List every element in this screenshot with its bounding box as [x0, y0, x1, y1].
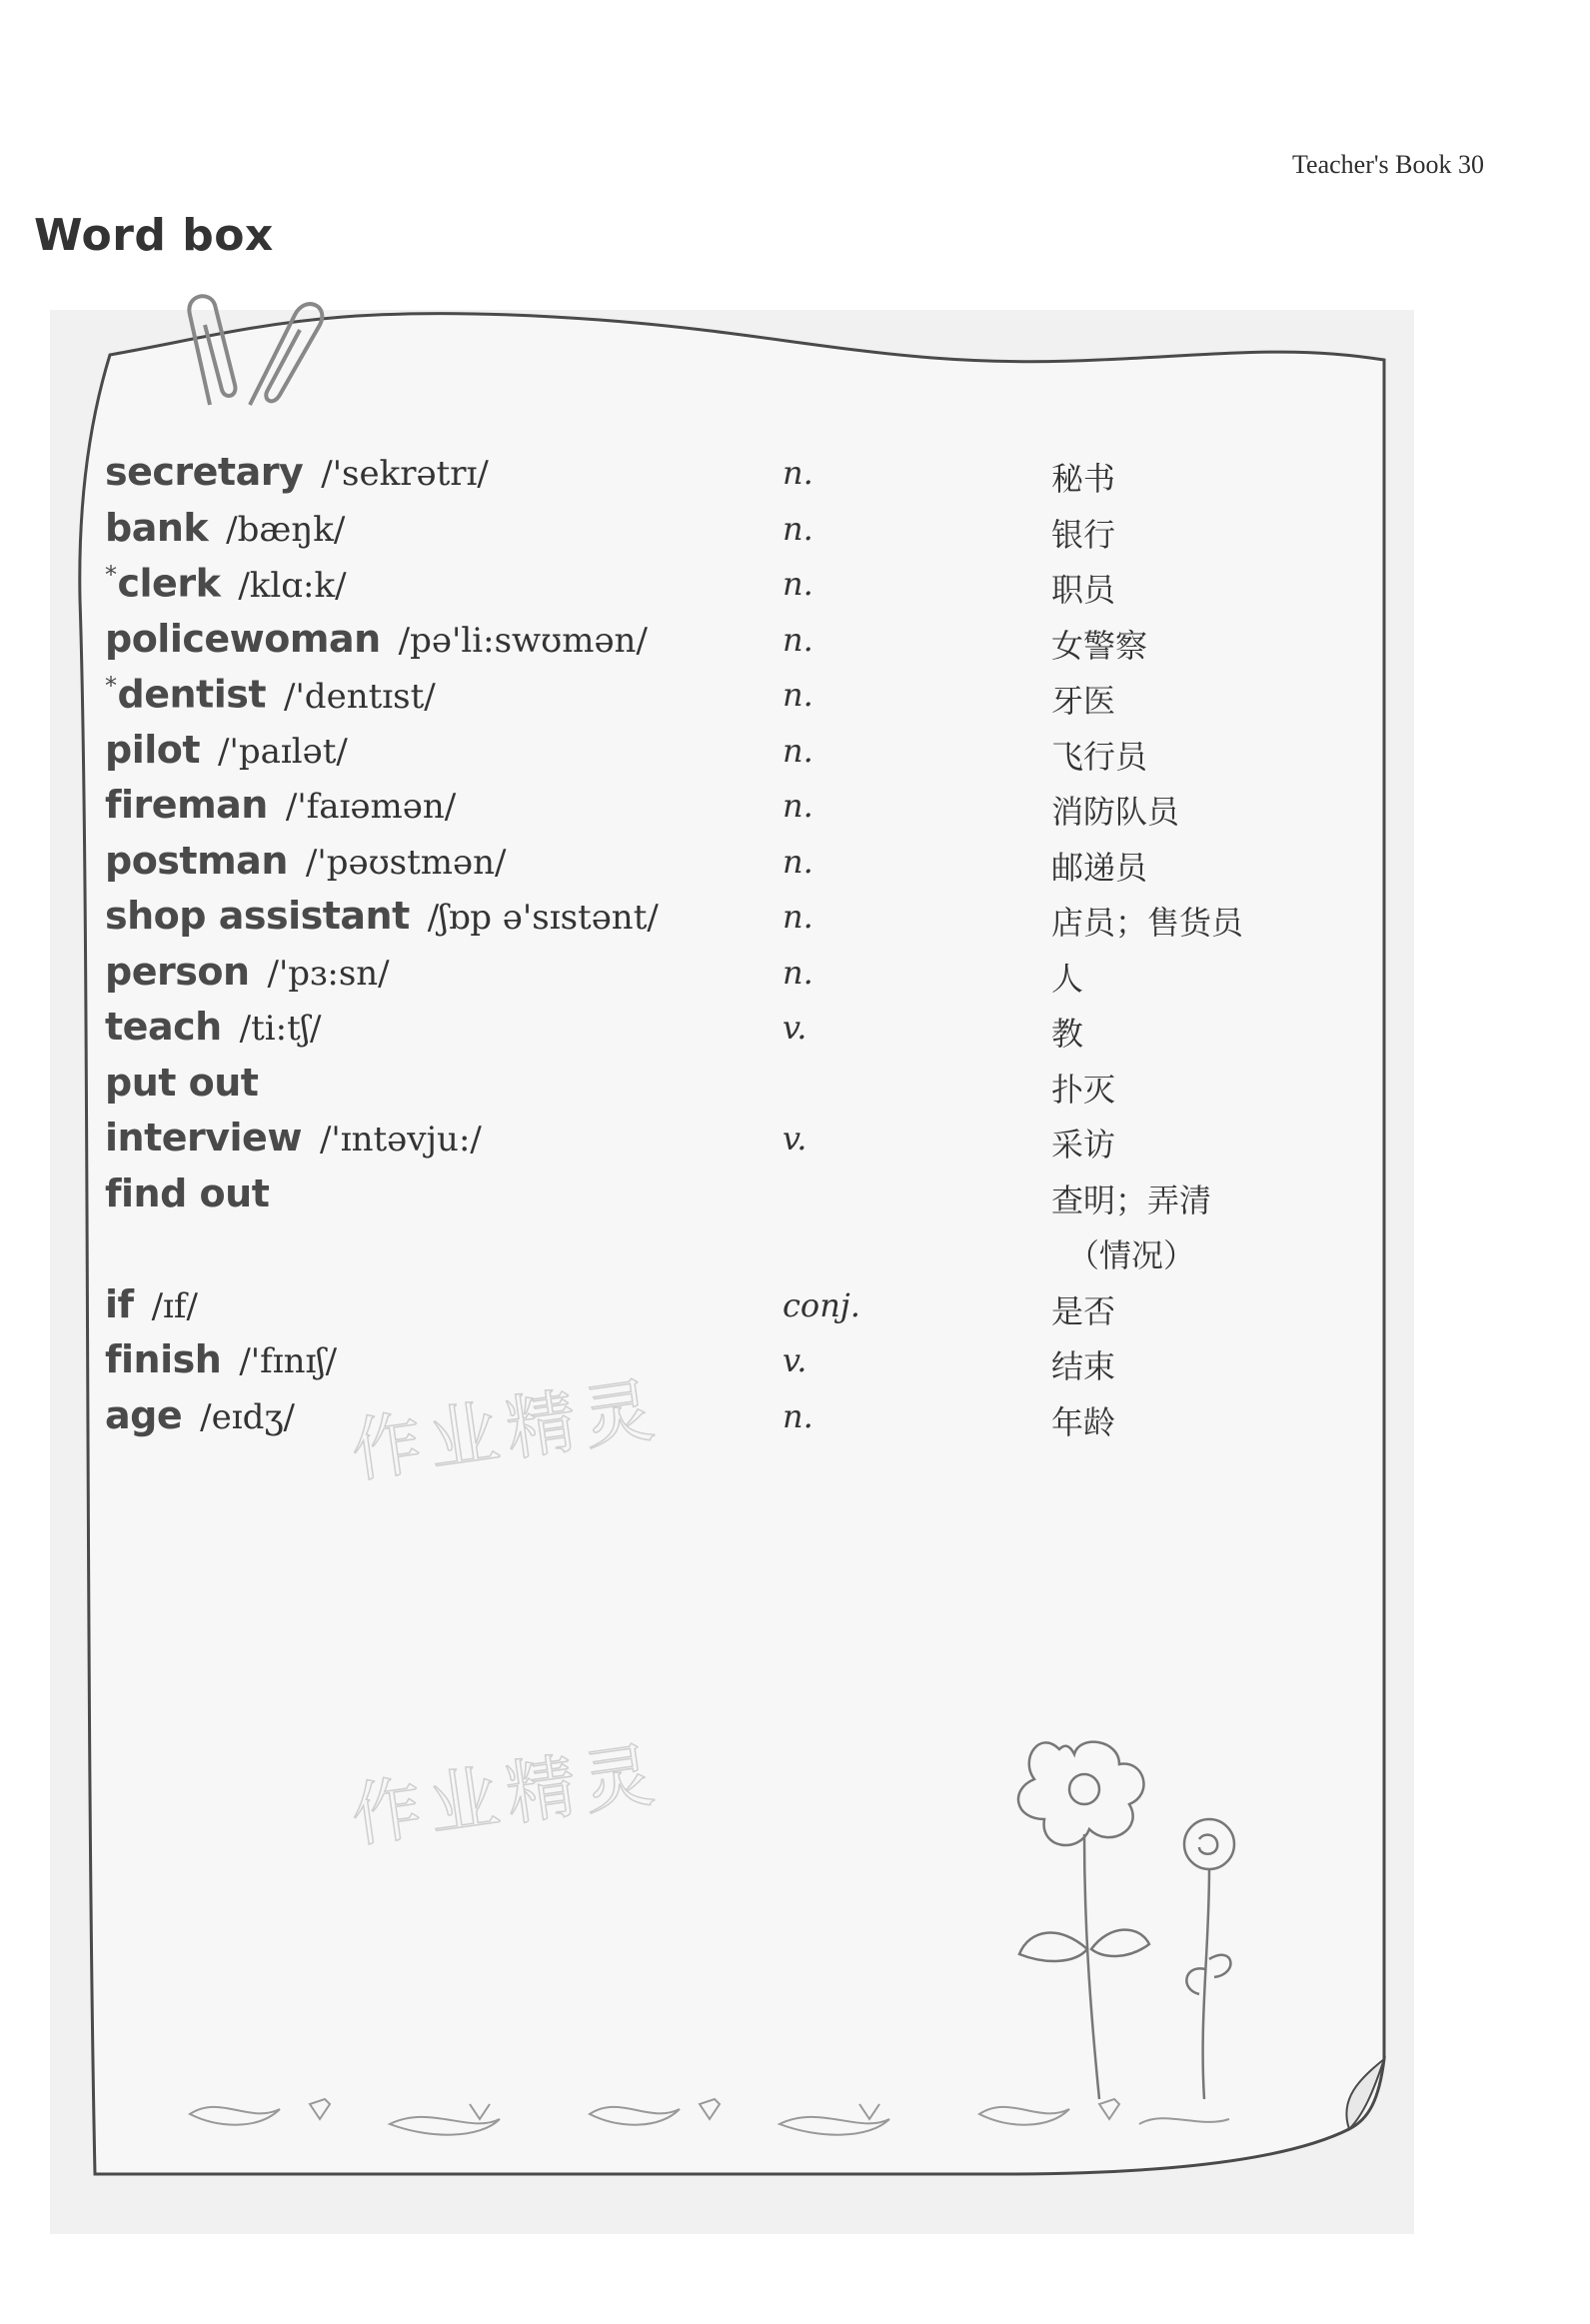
vocab-word-text: dentist — [117, 672, 266, 717]
phonetic-transcription: /'faɪəmən/ — [285, 787, 457, 827]
chinese-meaning: 秘书 — [1051, 460, 1116, 498]
part-of-speech: n. — [783, 842, 813, 881]
vocab-word — [105, 894, 659, 938]
list-item — [0, 1005, 1590, 1061]
supplementary-star: * — [105, 561, 117, 589]
phonetic-transcription: /ti:tʃ/ — [239, 1009, 322, 1049]
decorative-border — [180, 2084, 1239, 2144]
vocab-word-text: put out — [105, 1060, 259, 1105]
list-item — [0, 1393, 1590, 1449]
part-of-speech: v. — [783, 1341, 807, 1379]
phonetic-transcription: /'fɪnɪʃ/ — [239, 1341, 338, 1381]
vocab-word — [105, 450, 489, 494]
part-of-speech: n. — [783, 509, 813, 548]
part-of-speech: n. — [783, 787, 813, 825]
vocab-word — [105, 783, 456, 827]
word-list — [0, 450, 1590, 1448]
phonetic-transcription: /'pəʊstmən/ — [305, 842, 507, 883]
chinese-meaning: 女警察 — [1051, 626, 1148, 665]
phonetic-transcription: /ʃɒp ə'sɪstənt/ — [427, 898, 659, 938]
chinese-meaning: 扑灭 — [1051, 1070, 1116, 1109]
vocab-word-text: interview — [105, 1116, 302, 1160]
phonetic-transcription: /klɑ:k/ — [238, 565, 347, 606]
part-of-speech: v. — [783, 1120, 807, 1158]
flowers-illustration-icon — [999, 1719, 1269, 2119]
vocab-word-text: bank — [105, 505, 209, 550]
list-item — [0, 506, 1590, 562]
list-item — [0, 1282, 1590, 1338]
watermark-text: 作业精灵 — [346, 1732, 667, 1858]
part-of-speech: n. — [783, 620, 813, 659]
vocab-word-text: finish — [105, 1337, 222, 1381]
list-item — [0, 672, 1590, 728]
vocab-word-text: person — [105, 949, 250, 994]
vocab-word-text: secretary — [105, 450, 304, 494]
part-of-speech: n. — [783, 953, 813, 992]
part-of-speech: n. — [783, 898, 813, 936]
paper-clips-icon — [170, 285, 350, 415]
chinese-meaning: 查明；弄清 — [1051, 1180, 1212, 1219]
vocab-word-text: pilot — [105, 727, 201, 772]
chinese-meaning: 店员；售货员 — [1051, 904, 1244, 942]
vocab-word-text: postman — [105, 838, 288, 883]
vocab-word — [105, 561, 347, 606]
list-item — [0, 1171, 1590, 1282]
list-item — [0, 950, 1590, 1006]
vocab-word — [105, 1171, 269, 1215]
vocab-word — [105, 672, 436, 717]
part-of-speech: n. — [783, 1396, 813, 1435]
chinese-meaning-continued: （情况） — [1067, 1235, 1196, 1274]
vocab-word-text: find out — [105, 1170, 270, 1215]
chinese-meaning: 邮递员 — [1051, 848, 1148, 887]
list-item — [0, 728, 1590, 784]
part-of-speech: v. — [783, 1009, 807, 1047]
vocab-word — [105, 506, 345, 550]
phonetic-transcription: /'ɪntəvju:/ — [319, 1120, 482, 1160]
supplementary-star: * — [105, 672, 117, 700]
phonetic-transcription: /'pɜ:sn/ — [267, 953, 390, 994]
part-of-speech: conj. — [783, 1285, 860, 1324]
chinese-meaning: 采访 — [1051, 1126, 1116, 1163]
vocab-word — [105, 950, 390, 994]
vocab-word — [105, 1005, 321, 1049]
part-of-speech: n. — [783, 676, 813, 714]
vocab-word-text: fireman — [105, 783, 268, 827]
list-item — [0, 894, 1590, 950]
vocab-word-text: policewoman — [105, 616, 381, 661]
vocab-word-text: clerk — [117, 561, 221, 606]
part-of-speech: n. — [783, 731, 813, 770]
list-item — [0, 783, 1590, 839]
list-item — [0, 1061, 1590, 1117]
phonetic-transcription: /pə'li:swʊmən/ — [398, 620, 648, 661]
vocab-word — [105, 1282, 198, 1326]
chinese-meaning: 牙医 — [1051, 682, 1116, 720]
chinese-meaning: 是否 — [1051, 1291, 1116, 1330]
section-title: Word box — [34, 210, 274, 261]
vocab-word-text: shop assistant — [105, 894, 410, 938]
chinese-meaning: 飞行员 — [1051, 737, 1148, 776]
vocab-word — [105, 1393, 295, 1437]
phonetic-transcription: /bæŋk/ — [226, 509, 346, 550]
phonetic-transcription: /'sekrətrɪ/ — [321, 454, 489, 494]
vocab-word — [105, 617, 648, 661]
chinese-meaning: 年龄 — [1051, 1402, 1116, 1441]
phonetic-transcription: /eɪdʒ/ — [200, 1396, 295, 1437]
list-item — [0, 839, 1590, 895]
phonetic-transcription: /'paɪlət/ — [218, 731, 348, 772]
chinese-meaning: 职员 — [1051, 571, 1116, 609]
vocab-word-text: if — [105, 1281, 134, 1326]
page-header: Teacher's Book 30 — [1291, 150, 1484, 179]
list-item — [0, 450, 1590, 506]
part-of-speech: n. — [783, 454, 813, 492]
list-item — [0, 561, 1590, 617]
vocab-word-text: age — [105, 1392, 183, 1437]
phonetic-transcription: /'dentɪst/ — [284, 676, 436, 717]
chinese-meaning: 教 — [1051, 1015, 1084, 1053]
list-item — [0, 617, 1590, 673]
list-item — [0, 1116, 1590, 1171]
chinese-meaning: 人 — [1051, 959, 1084, 998]
watermark-text: 作业精灵 — [346, 1367, 667, 1493]
vocab-word-text: teach — [105, 1005, 222, 1049]
vocab-word — [105, 728, 348, 772]
chinese-meaning: 消防队员 — [1051, 793, 1180, 831]
vocab-word — [105, 839, 507, 883]
chinese-meaning: 银行 — [1051, 515, 1116, 554]
part-of-speech: n. — [783, 565, 813, 603]
vocab-word — [105, 1337, 337, 1381]
list-item — [0, 1337, 1590, 1393]
vocab-word — [105, 1061, 258, 1105]
vocab-word — [105, 1116, 482, 1160]
phonetic-transcription: /ɪf/ — [151, 1285, 198, 1326]
chinese-meaning: 结束 — [1051, 1347, 1116, 1385]
